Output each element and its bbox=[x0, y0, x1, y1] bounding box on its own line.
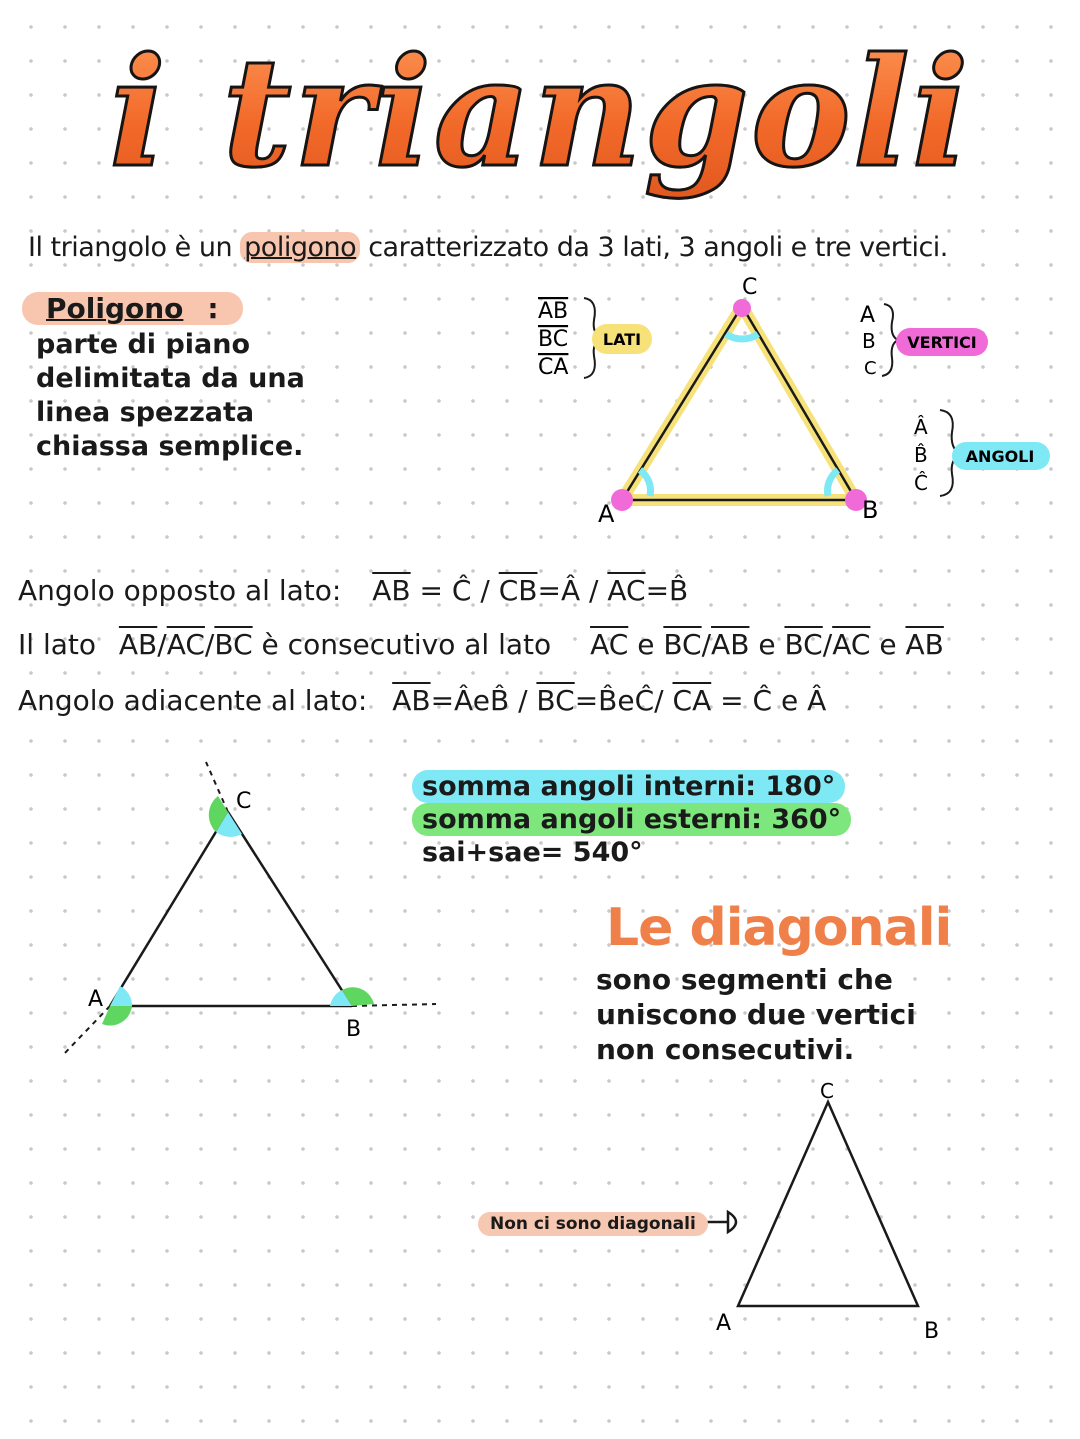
angle-arc-a bbox=[640, 470, 651, 496]
angle-list-b: B̂ bbox=[914, 443, 928, 467]
vertices-tag: VERTICI bbox=[907, 333, 977, 352]
adjacent-angle-2b: Ĉ bbox=[634, 684, 655, 717]
page-title: i triangoli bbox=[0, 18, 1080, 208]
adjacent-angle-1b: B̂ bbox=[489, 684, 510, 717]
triangle-diagram-2 bbox=[62, 762, 436, 1056]
pair-3-a: $\overline{AC}$ bbox=[832, 628, 871, 661]
pair-3-b: $\overline{AB}$ bbox=[905, 628, 944, 661]
eq: = bbox=[574, 684, 599, 717]
intro-highlight: poligono bbox=[240, 232, 360, 263]
eq: = bbox=[537, 574, 561, 607]
consecutive-label: Il lato bbox=[18, 628, 96, 661]
angle-list-a: Â bbox=[914, 415, 928, 439]
vertex-label-b: B bbox=[862, 496, 879, 524]
sep: / bbox=[701, 628, 712, 661]
and-word: e bbox=[780, 684, 799, 717]
and-word: e bbox=[879, 628, 897, 661]
sep: / bbox=[654, 684, 664, 717]
vertex-dot-c bbox=[733, 299, 751, 317]
opposite-row bbox=[18, 574, 688, 607]
triangle3-label-c: C bbox=[820, 1079, 834, 1103]
adjacent-side-3: $\overline{CA}$ bbox=[672, 684, 712, 717]
triangle-diagram-3 bbox=[690, 1079, 939, 1344]
sep: / bbox=[480, 574, 490, 607]
angle-arc-b bbox=[827, 470, 838, 496]
consecutive-side-1: $\overline{AB}$ bbox=[118, 628, 158, 661]
opposite-angle-3: B̂ bbox=[669, 574, 689, 607]
vertices-brace bbox=[882, 304, 898, 376]
side-bc: BC bbox=[538, 327, 569, 352]
and-word: e bbox=[637, 628, 655, 661]
triangle3-label-b: B bbox=[924, 1319, 940, 1344]
sep: / bbox=[157, 628, 167, 661]
sum-external: somma angoli esterni: 360° bbox=[412, 803, 851, 836]
consecutive-side-2: $\overline{AC}$ bbox=[166, 628, 205, 661]
side-ab: AB bbox=[538, 299, 569, 324]
vertex-list-c: C bbox=[864, 358, 877, 379]
adjacent-side-2: $\overline{BC}$ bbox=[536, 684, 575, 717]
vertex-list-a: A bbox=[860, 303, 876, 328]
diagonals-title: Le diagonali bbox=[606, 898, 952, 958]
sep: / bbox=[589, 574, 599, 607]
triangle2-label-a: A bbox=[88, 987, 104, 1012]
triangle2-side-cb bbox=[228, 812, 352, 1006]
triangle2-label-b: B bbox=[346, 1017, 362, 1042]
pair-1-a: $\overline{AC}$ bbox=[590, 628, 629, 661]
triangle-sides-highlight bbox=[622, 306, 856, 500]
sep: / bbox=[204, 628, 215, 661]
opposite-angle-2: Â bbox=[560, 574, 581, 607]
eq: = bbox=[430, 684, 455, 717]
sides-tag: LATI bbox=[602, 330, 642, 349]
consecutive-mid: è consecutivo al lato bbox=[261, 628, 552, 661]
consecutive-row bbox=[18, 628, 944, 661]
and-word: e bbox=[472, 684, 490, 717]
intro-before: Il triangolo è un bbox=[28, 232, 241, 263]
adjacent-row bbox=[18, 684, 826, 717]
consecutive-side-3: $\overline{BC}$ bbox=[214, 628, 253, 661]
opposite-label: Angolo opposto al lato: bbox=[18, 574, 342, 607]
triangle-outline bbox=[622, 306, 856, 500]
definition-colon: : bbox=[195, 292, 230, 325]
opposite-side-2: $\overline{CB}$ bbox=[498, 574, 538, 607]
opposite-side-1: $\overline{AB}$ bbox=[372, 574, 411, 607]
and-word: e bbox=[758, 628, 776, 661]
pair-2-b: $\overline{BC}$ bbox=[784, 628, 823, 661]
adjacent-angle-2a: B̂ bbox=[598, 684, 618, 717]
adjacent-angle-1a: Â bbox=[454, 684, 473, 717]
definition-text: parte di piano delimitata da una linea spezzata chiassa semplice. bbox=[36, 329, 305, 462]
angles-tag: ANGOLI bbox=[965, 447, 1035, 466]
definition-term-text: Poligono bbox=[34, 292, 195, 325]
angle-sums bbox=[412, 770, 851, 869]
interior-angle-a bbox=[110, 986, 132, 1006]
vertex-label-a: A bbox=[598, 500, 615, 528]
adjacent-angle-3b: Â bbox=[807, 684, 827, 717]
opposite-side-3: $\overline{AC}$ bbox=[607, 574, 646, 607]
sum-total: sai+sae= 540° bbox=[422, 837, 643, 868]
eq: = bbox=[419, 574, 443, 607]
vertex-list-b: B bbox=[862, 329, 876, 353]
extension-a bbox=[62, 1006, 110, 1056]
triangle2-side-ac bbox=[110, 812, 228, 1006]
triangle2-label-c: C bbox=[236, 789, 252, 814]
pair-2-a: $\overline{AB}$ bbox=[711, 628, 750, 661]
eq: = bbox=[720, 684, 744, 717]
side-ca: CA bbox=[538, 355, 569, 380]
diagonals-text: sono segmenti che uniscono due vertici non consecutivi. bbox=[596, 963, 916, 1066]
triangle3-label-a: A bbox=[716, 1311, 732, 1336]
eq: = bbox=[645, 574, 670, 607]
pair-1-b: $\overline{BC}$ bbox=[663, 628, 702, 661]
angle-arc-c bbox=[726, 334, 758, 339]
sum-internal: somma angoli interni: 180° bbox=[412, 770, 845, 803]
intro-after: caratterizzato da 3 lati, 3 angoli e tre vertici. bbox=[360, 232, 948, 263]
triangle3-outline bbox=[738, 1102, 918, 1306]
opposite-angle-1: Ĉ bbox=[451, 574, 472, 607]
adjacent-label: Angolo adiacente al lato: bbox=[18, 684, 368, 717]
adjacent-side-1: $\overline{AB}$ bbox=[392, 684, 431, 717]
note-arrow-head bbox=[728, 1212, 736, 1232]
angle-list-c: Ĉ bbox=[914, 471, 928, 495]
adjacent-angle-3a: Ĉ bbox=[752, 684, 773, 717]
and-word: e bbox=[617, 684, 635, 717]
no-diagonals-note: Non ci sono diagonali bbox=[478, 1212, 708, 1236]
sep: / bbox=[822, 628, 833, 661]
sep: / bbox=[518, 684, 528, 717]
vertex-label-c: C bbox=[742, 275, 758, 300]
